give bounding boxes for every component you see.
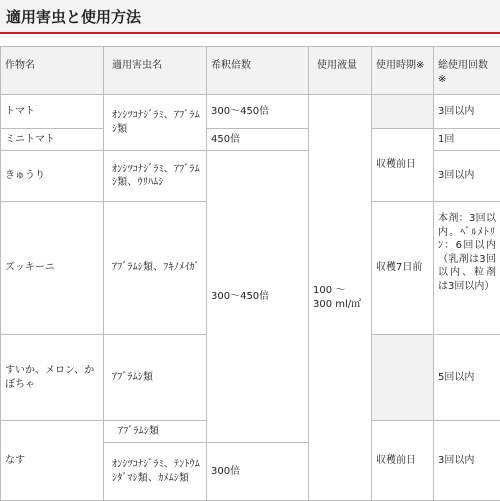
header-timing: 使用時期※ <box>372 47 434 95</box>
pest-eggplant-b: ｵﾝｼﾂｺﾅｼﾞﾗﾐ、ﾃﾝﾄｳﾑｼﾀﾞﾏｼ類、ｶﾒﾑｼ類 <box>104 443 207 501</box>
crop-zucchini: ズッキーニ <box>1 202 104 335</box>
timing-minitomato: 収穫前日 <box>372 129 434 202</box>
header-pest: 適用害虫名 <box>104 47 207 95</box>
volume-shared: 100 ～ 300 ml/㎡ <box>309 95 372 501</box>
crop-watermelon: すいか、メロン、かぼちゃ <box>1 335 104 421</box>
timing-watermelon-blank <box>372 335 434 421</box>
crop-eggplant: なす <box>1 421 104 501</box>
total-eggplant: 3回以内 <box>434 421 500 501</box>
header-crop: 作物名 <box>1 47 104 95</box>
crop-tomato: トマト <box>1 95 104 129</box>
dilution-tomato: 300～450倍 <box>207 95 309 129</box>
pest-eggplant-a: ｱﾌﾞﾗﾑｼ類 <box>104 421 207 443</box>
header-dilution: 希釈倍数 <box>207 47 309 95</box>
pest-watermelon: ｱﾌﾞﾗﾑｼ類 <box>104 335 207 421</box>
table-header-row <box>1 47 500 95</box>
header-volume: 使用液量 <box>309 47 372 95</box>
total-cucumber: 3回以内 <box>434 151 500 202</box>
timing-eggplant: 収穫前日 <box>372 421 434 501</box>
usage-table <box>0 46 500 501</box>
total-tomato: 3回以内 <box>434 95 500 129</box>
table-row <box>1 129 500 151</box>
crop-cucumber: きゅうり <box>1 151 104 202</box>
pest-zucchini: ｱﾌﾞﾗﾑｼ類、ﾌｷﾉﾒｲｶﾞ <box>104 202 207 335</box>
timing-zucchini: 収穫7日前 <box>372 202 434 335</box>
title-bar <box>0 0 500 34</box>
dilution-shared: 300～450倍 <box>207 151 309 443</box>
pest-cucumber: ｵﾝｼﾂｺﾅｼﾞﾗﾐ、ｱﾌﾞﾗﾑｼ類、ｳﾘﾊﾑｼ <box>104 151 207 202</box>
total-zucchini: 本剤：3回以内。ﾍﾞﾙﾒﾄﾘﾝ：6回以内（乳剤は3回以内、粒剤は3回以内） <box>434 202 500 335</box>
total-minitomato: 1回 <box>434 129 500 151</box>
crop-minitomato: ミニトマト <box>1 129 104 151</box>
total-watermelon: 5回以内 <box>434 335 500 421</box>
page-title: 適用害虫と使用方法 <box>6 6 141 27</box>
dilution-minitomato: 450倍 <box>207 129 309 151</box>
dilution-eggplant: 300倍 <box>207 443 309 501</box>
pest-tomato: ｵﾝｼﾂｺﾅｼﾞﾗﾐ、ｱﾌﾞﾗﾑｼ類 <box>104 95 207 151</box>
header-total: 総使用回数※ <box>434 47 500 95</box>
table-row <box>1 95 500 129</box>
timing-tomato-blank <box>372 95 434 129</box>
